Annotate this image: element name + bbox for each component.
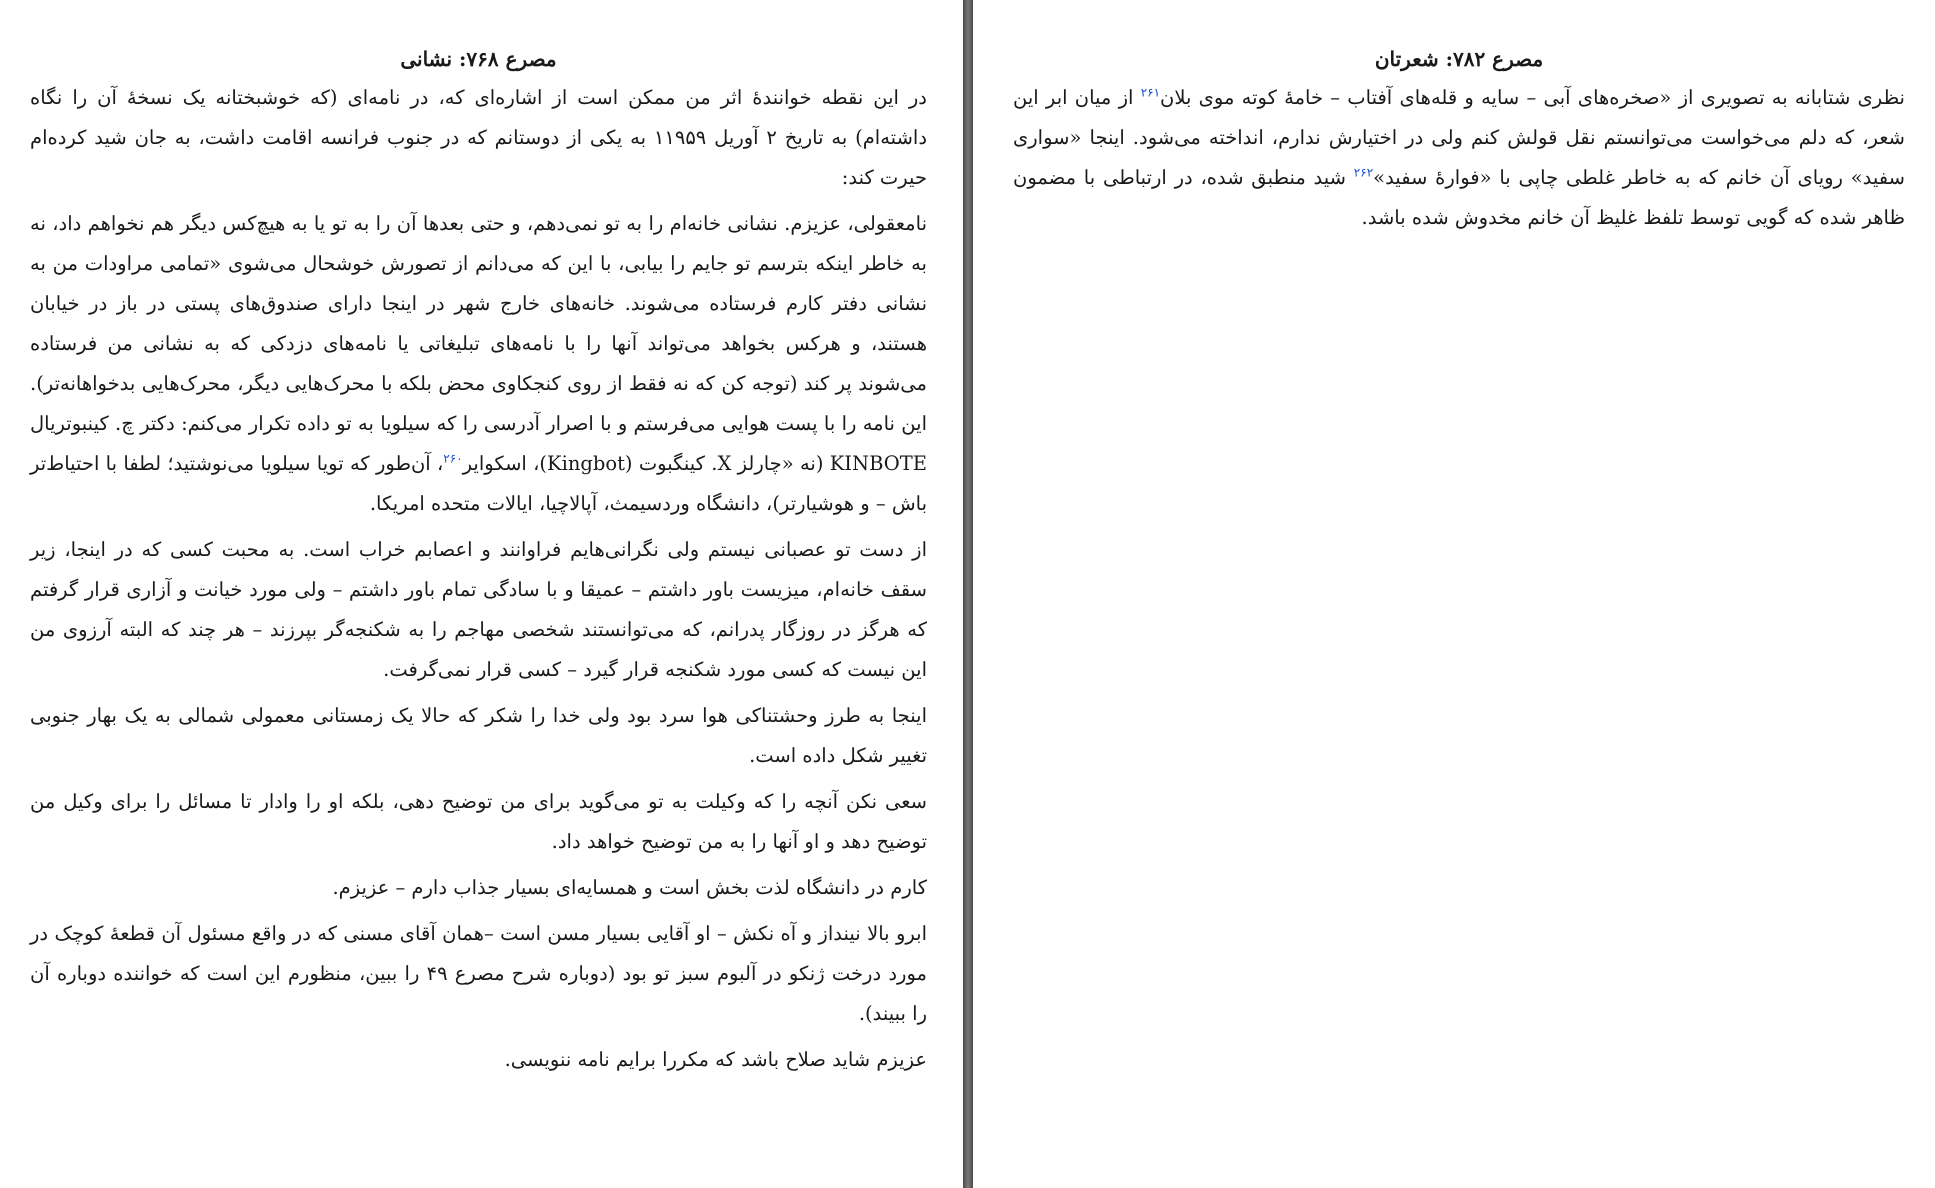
letter-paragraph-5: کارم در دانشگاه لذت بخش است و همسایه‌ای بسیار جذاب دارم – عزیزم. <box>332 876 927 899</box>
footnote-link-261[interactable]: ۲۶۱ <box>1140 85 1161 100</box>
page-gutter <box>963 0 973 1188</box>
letter-paragraph-2: از دست تو عصبانی نیستم ولی نگرانی‌هایم فراوانند و اعصابم خراب است. به محبت کسی که در اینجا، زیر سقف خانه‌ام، میزیست باور داشتم – عمیقا و با سادگی تمام باور داشتم – ولی مورد خیانت و آزاری قرار گرفتم که هرگز در روزگار پدرانم، که می‌توانستند شخصی مهاجم را به شکنجه‌گر بپرزند – هر چند که البته آرزوی من این نیست که کسی مورد شکنجه قرار گیرد – کسی قرار نمی‌گرفت. <box>30 538 927 681</box>
paragraph-text: ، اسکوایر <box>462 452 540 475</box>
latin-alias: (Kingbot) <box>539 452 633 475</box>
paragraph-text: نامعقولی، عزیزم. نشانی خانه‌ام را به تو نمی‌دهم، و حتی بعدها آن را به تو یا به هیچ‌کس دیگر هم نخواهم داد، نه به خاطر اینکه بترسم تو جایم را بیابی، با این که می‌دانم از تصورش خوشحال می‌شوی «تمامی مراودات من به نشانی دفتر کارم فرستاده می‌شوند. خانه‌های خارج شهر در اینجا دارای صندوق‌های پستی در باز در خیابان هستند، و هرکس بخواهد می‌تواند آنها را با نامه‌های تبلیغاتی یا نامه‌های دزدکی که به نشانی من فرستاده می‌شوند پر کند (توجه کن که نه فقط از روی کنجکاوی محض بلکه با محرک‌هایی دیگر، محرک‌هایی بدخواهانه‌تر). این نامه را با پست هوایی می‌فرستم و با اصرار آدرسی را که سیلویا به تو داده تکرار می‌کنم: دکتر چ. کینبوتریال <box>30 212 927 435</box>
paragraph-text: ، آن‌طور که تویا سیلویا می‌نوشتید؛ لطفا با احتیاط‌تر باش – و هوشیارتر)، دانشگاه وردسیمث، آپالاچیا، ایالات متحده امریکا. <box>30 452 927 515</box>
paragraph-text: (نه «چارلز X. کینگبوت <box>632 452 830 475</box>
letter-paragraph-7: عزیزم شاید صلاح باشد که مکررا برایم نامه ننویسی. <box>504 1048 927 1071</box>
letter-paragraph-4: سعی نکن آنچه را که وکیلت به تو می‌گوید برای من توضیح دهی، بلکه او را وادار تا مسائل را برای وکیل من توضیح دهد و او آنها را به من توضیح خواهد داد. <box>30 790 927 853</box>
footnote-link-262[interactable]: ۲۶۲ <box>1353 165 1374 180</box>
right-page-paragraph <box>1013 78 1905 238</box>
paragraph-text: نظری شتابانه به تصویری از «صخره‌های آبی – سایه و قله‌های آفتاب – خامهٔ کوته موی بلان <box>1160 86 1905 109</box>
right-page <box>973 0 1935 1188</box>
left-page <box>0 0 963 1188</box>
letter-paragraph-6: ابرو بالا نینداز و آه نکش – او آقایی بسیار مسن است –همان آقای مسنی که در واقع مسئول آن قطعهٔ کوچک در مورد درخت ژنکو در آلبوم سبز تو بود (دوباره شرح مصرع ۴۹ را ببین، منظورم این است که خواننده دوباره آن را ببیند). <box>30 922 927 1025</box>
paragraph-text: از میان ابر این شعر، که دلم می‌خواست می‌توانستم نقل قولش کنم ولی در اختیارش ندارم، انداخته می‌شود. اینجا «سواری سفید» رویای آن خانم که به خاطر غلطی چاپی با «فوارهٔ سفید» <box>1013 86 1905 189</box>
paragraph-text: شید منطبق شده، در ارتباطی با مضمون ظاهر شده که گویی توسط تلفظ غلیظ آن خانم مخدوش شده باشد. <box>1013 166 1905 229</box>
intro-paragraph: در این نقطه خوانندهٔ اثر من ممکن است از اشاره‌ای که، در نامه‌ای (که خوشبختانه یک نسخهٔ آن را نگاه داشته‌ام) به تاریخ ۲ آوریل ۱۱۹۵۹ به یکی از دوستانم که در جنوب فرانسه اقامت داشت، به جان شید کرده‌ام حیرت کند: <box>30 86 928 189</box>
letter-paragraph-3: اینجا به طرز وحشتناکی هوا سرد بود ولی خدا را شکر که حالا یک زمستانی معمولی شمالی به یک بهار جنوبی تغییر شکل داده است. <box>30 704 927 767</box>
right-page-title: مصرع ۷۸۲: شعرتان <box>1374 47 1544 71</box>
latin-name: KINBOTE <box>829 452 927 475</box>
letter-paragraph-1 <box>30 204 927 524</box>
left-page-title: مصرع ۷۶۸: نشانی <box>400 47 557 71</box>
footnote-link-260[interactable]: ۲۶۰ <box>443 451 463 466</box>
